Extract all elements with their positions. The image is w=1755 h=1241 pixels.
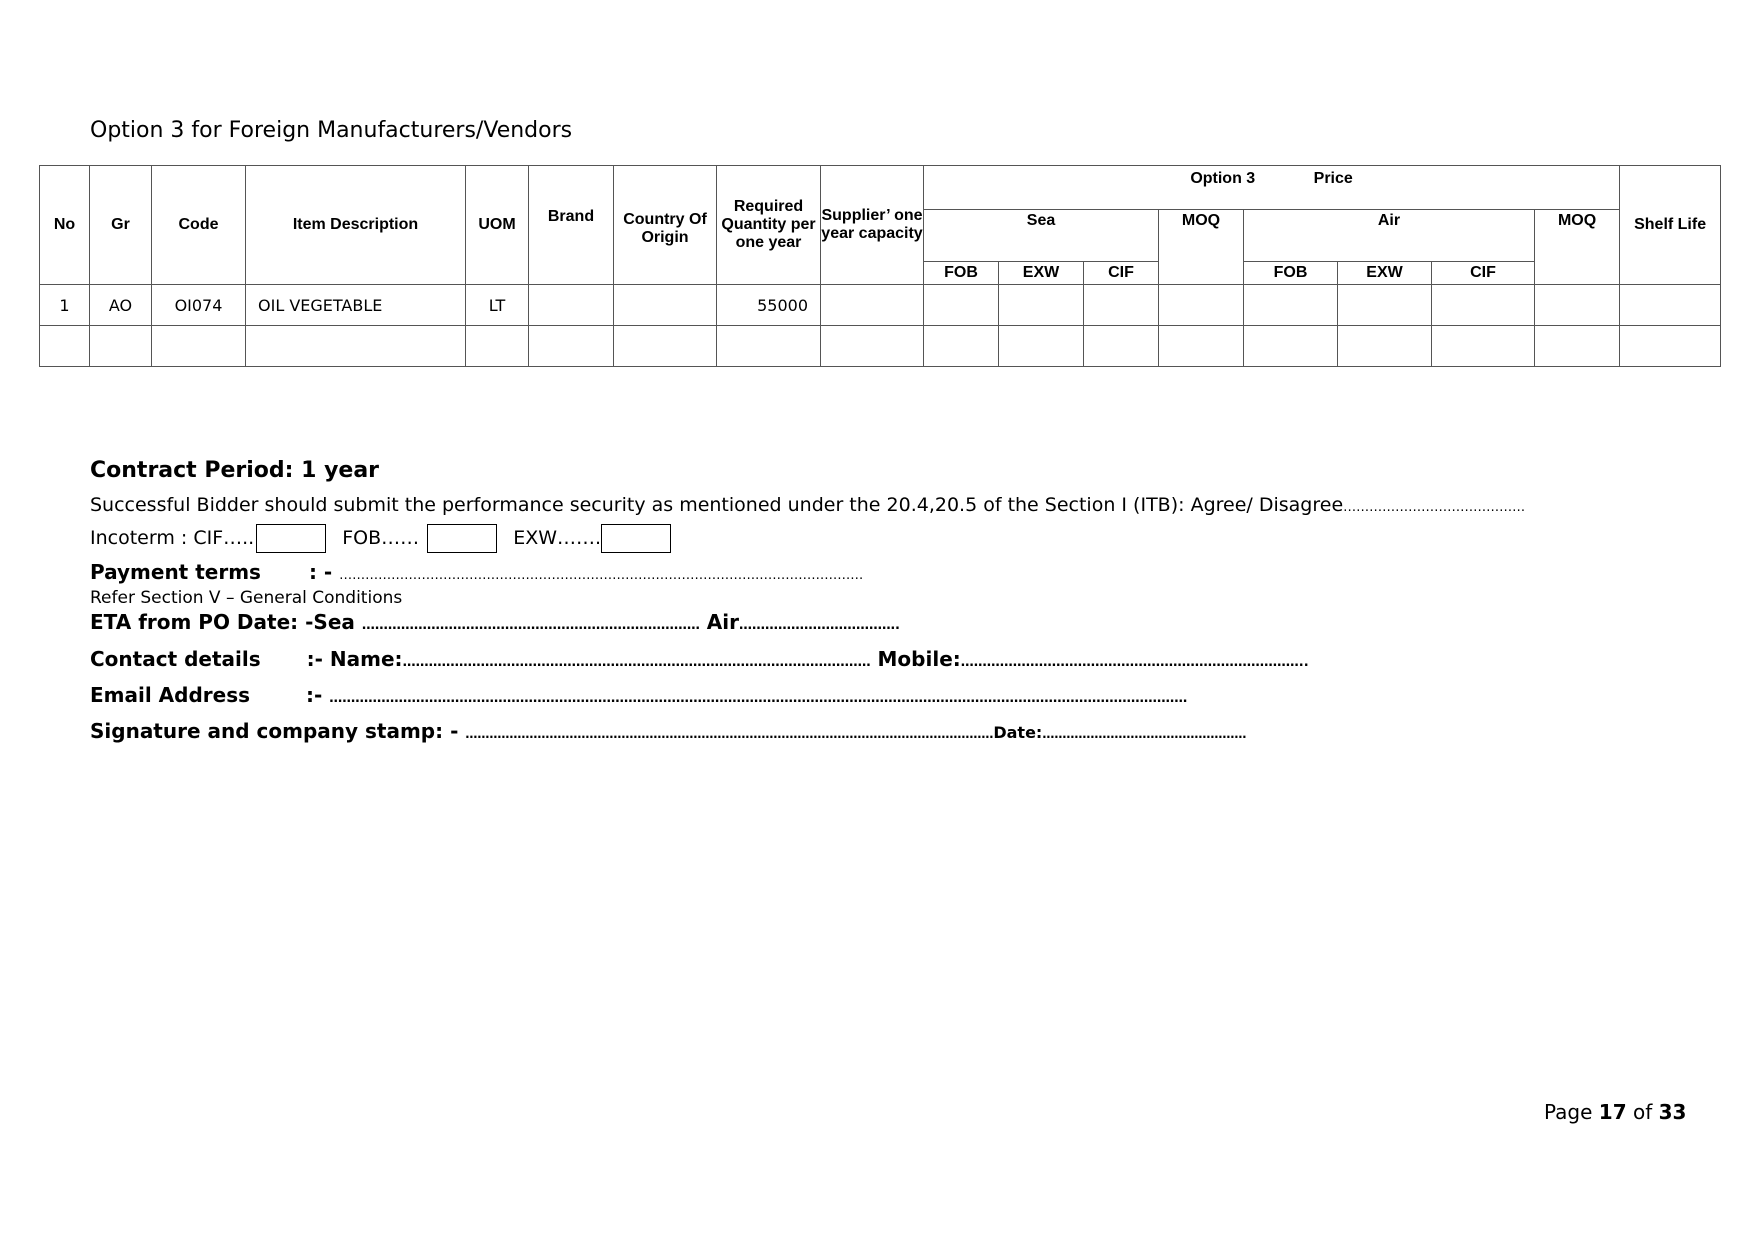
security-text: Successful Bidder should submit the performance security as mentioned under the 20.4,20.5 of the Section I (ITB): Agree/ Disagree — [90, 494, 1344, 516]
fob-box[interactable] — [427, 524, 497, 553]
cell-description: OIL VEGETABLE — [246, 285, 466, 326]
contact-name-dots[interactable]: ……………………………………………………………………………………………… — [402, 655, 871, 670]
incoterm-line — [90, 524, 681, 553]
header-uom: UOM — [466, 166, 529, 285]
exw-label: EXW……. — [513, 527, 602, 549]
cell-capacity[interactable] — [821, 285, 924, 326]
signature-dots[interactable]: …………………………………………………………………………………………………………………… — [465, 727, 994, 741]
signature-line — [90, 719, 1246, 743]
cell-country[interactable] — [614, 285, 717, 326]
payment-sep: : - — [308, 560, 340, 584]
header-moq-air: MOQ — [1535, 210, 1620, 285]
empty-cell[interactable] — [614, 326, 717, 367]
cell-moq-sea[interactable] — [1159, 285, 1244, 326]
header-air-fob: FOB — [1244, 262, 1338, 285]
header-sea: Sea — [924, 210, 1159, 262]
cell-no: 1 — [40, 285, 90, 326]
empty-cell[interactable] — [1244, 326, 1338, 367]
eta-air-dots[interactable]: ………………………………. — [739, 618, 900, 633]
header-option-label: Option 3 — [1190, 170, 1256, 187]
fob-label: FOB…… — [342, 527, 420, 549]
cell-moq-air[interactable] — [1535, 285, 1620, 326]
page-current: 17 — [1598, 1100, 1627, 1124]
signature-label: Signature and company stamp: - — [90, 719, 466, 743]
contact-line — [90, 647, 1309, 671]
page-number — [1544, 1100, 1686, 1124]
header-sea-exw: EXW — [999, 262, 1084, 285]
page-total: 33 — [1658, 1100, 1687, 1124]
eta-sea-dots[interactable]: …………………………………………………………………… — [361, 618, 700, 633]
empty-cell[interactable] — [1159, 326, 1244, 367]
cell-gr: AO — [90, 285, 152, 326]
empty-cell[interactable] — [152, 326, 246, 367]
cell-quantity: 55000 — [717, 285, 821, 326]
cell-sea-fob[interactable] — [924, 285, 999, 326]
header-option-price — [924, 166, 1620, 210]
cell-air-cif[interactable] — [1432, 285, 1535, 326]
header-gr: Gr — [90, 166, 152, 285]
empty-cell[interactable] — [90, 326, 152, 367]
header-moq-sea: MOQ — [1159, 210, 1244, 285]
empty-cell[interactable] — [40, 326, 90, 367]
header-required-quantity: Required Quantity per one year — [717, 166, 821, 285]
empty-cell[interactable] — [1432, 326, 1535, 367]
date-dots[interactable]: …………………………………………… — [1042, 727, 1247, 741]
eta-air-label: Air — [699, 610, 740, 634]
empty-cell[interactable] — [1535, 326, 1620, 367]
empty-cell[interactable] — [717, 326, 821, 367]
email-dots[interactable]: ……………………………………………………………………………………………………………………………………………………………………………… — [329, 691, 1188, 706]
mobile-dots[interactable]: …………………………………………………………………….. — [960, 655, 1309, 670]
header-air-exw: EXW — [1338, 262, 1432, 285]
cif-box[interactable] — [256, 524, 326, 553]
empty-cell[interactable] — [466, 326, 529, 367]
header-country-of-origin: Country Of Origin — [614, 166, 717, 285]
cell-air-exw[interactable] — [1338, 285, 1432, 326]
header-item-description: Item Description — [246, 166, 466, 285]
contact-label: Contact details — [90, 647, 261, 671]
eta-line — [90, 610, 900, 634]
security-line — [90, 494, 1525, 516]
empty-cell[interactable] — [1338, 326, 1432, 367]
cell-brand[interactable] — [529, 285, 614, 326]
email-sep: :- — [306, 683, 330, 707]
header-air-cif: CIF — [1432, 262, 1535, 285]
security-dots[interactable]: …………………………………… — [1343, 500, 1526, 515]
empty-cell[interactable] — [924, 326, 999, 367]
header-code: Code — [152, 166, 246, 285]
page-of: of — [1626, 1100, 1659, 1124]
cell-sea-exw[interactable] — [999, 285, 1084, 326]
cell-code: OI074 — [152, 285, 246, 326]
header-shelf-life: Shelf Life — [1620, 166, 1721, 285]
cell-uom: LT — [466, 285, 529, 326]
empty-cell[interactable] — [1084, 326, 1159, 367]
incoterm-label: Incoterm : CIF….. — [90, 527, 255, 549]
header-price-label: Price — [1313, 170, 1353, 187]
payment-label: Payment terms — [90, 560, 261, 584]
empty-cell[interactable] — [246, 326, 466, 367]
header-air: Air — [1244, 210, 1535, 262]
exw-box[interactable] — [601, 524, 671, 553]
header-brand: Brand — [529, 166, 614, 285]
empty-cell[interactable] — [529, 326, 614, 367]
mobile-label: Mobile: — [870, 647, 961, 671]
cell-sea-cif[interactable] — [1084, 285, 1159, 326]
email-label: Email Address — [90, 683, 251, 707]
empty-cell[interactable] — [1620, 326, 1721, 367]
refer-line: Refer Section V – General Conditions — [90, 588, 403, 608]
payment-dots[interactable]: …………………………………………………………………………………….…………………… — [339, 568, 864, 583]
email-line — [90, 683, 1187, 707]
empty-cell[interactable] — [821, 326, 924, 367]
payment-line — [90, 560, 863, 584]
price-table — [39, 165, 1721, 367]
table-row-empty — [40, 326, 1721, 367]
header-supplier-capacity: Supplier’ one year capacity — [821, 166, 924, 285]
cell-air-fob[interactable] — [1244, 285, 1338, 326]
header-sea-cif: CIF — [1084, 262, 1159, 285]
contract-period: Contract Period: 1 year — [90, 458, 380, 483]
date-label: Date: — [993, 723, 1043, 742]
page-prefix: Page — [1544, 1100, 1599, 1124]
header-sea-fob: FOB — [924, 262, 999, 285]
eta-label: ETA from PO Date: -Sea — [90, 610, 362, 634]
cell-shelf-life[interactable] — [1620, 285, 1721, 326]
contact-sep: :- Name: — [306, 647, 403, 671]
section-heading: Option 3 for Foreign Manufacturers/Vendors — [90, 118, 573, 143]
header-no: No — [40, 166, 90, 285]
table-row — [40, 285, 1721, 326]
empty-cell[interactable] — [999, 326, 1084, 367]
